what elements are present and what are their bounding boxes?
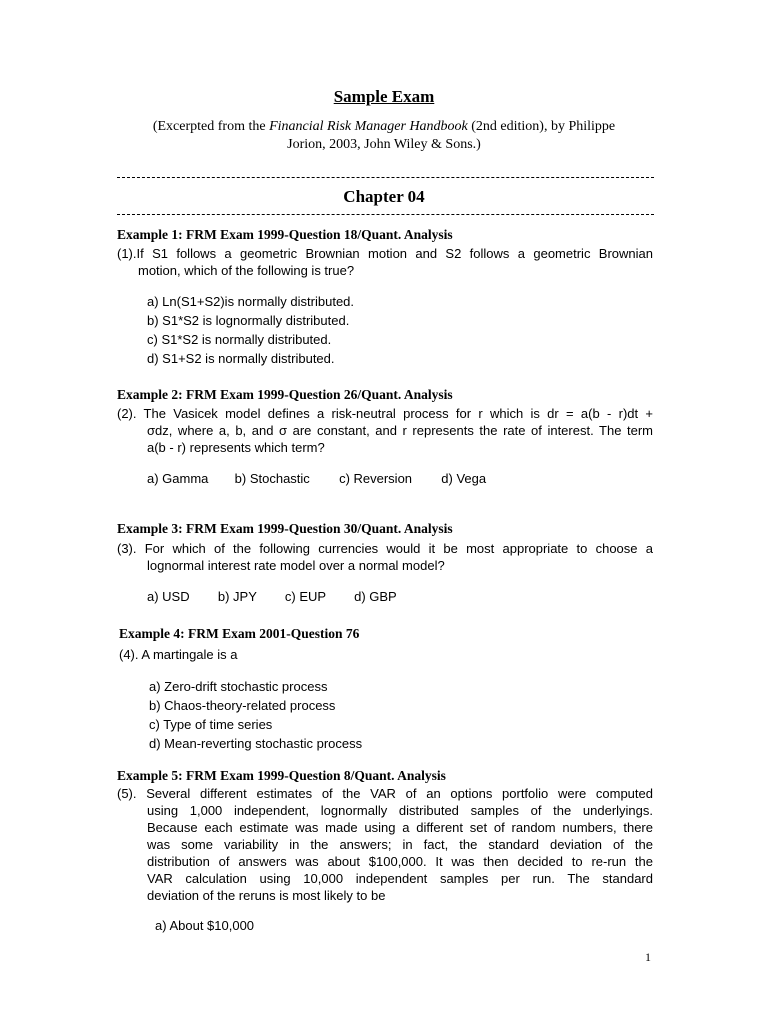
question-line: (2). The Vasicek model defines a risk-neutral process for r which is dr = a(b - r)dt +: [117, 406, 653, 421]
question-line: Because each estimate was made using a different set of random numbers, there: [147, 820, 653, 835]
question-line: a(b - r) represents which term?: [147, 440, 325, 455]
option-list: [149, 677, 362, 753]
question-line: deviation of the reruns is most likely to be: [147, 888, 386, 903]
question-line: distribution of answers was about $100,000. It was then decided to re-run the: [147, 854, 653, 869]
divider-bottom: [117, 214, 654, 215]
answer-option: a) Ln(S1+S2)is normally distributed.: [147, 294, 355, 309]
answer-option: d) Vega: [441, 471, 487, 486]
answer-option: c) Reversion: [339, 471, 413, 486]
example-heading: Example 4: FRM Exam 2001-Question 76: [119, 626, 360, 641]
answer-option: d) S1+S2 is normally distributed.: [147, 351, 335, 366]
answer-option: a) About $10,000: [155, 918, 255, 933]
answer-option: b) Chaos-theory-related process: [149, 698, 336, 713]
source-citation: [110, 118, 658, 154]
question-line: using 1,000 independent, lognormally distributed samples of the underlyings.: [147, 803, 653, 818]
example-heading: Example 2: FRM Exam 1999-Question 26/Quant. Analysis: [117, 387, 453, 402]
example-heading: Example 5: FRM Exam 1999-Question 8/Quant. Analysis: [117, 768, 446, 783]
option-list: [155, 916, 254, 935]
question-line: was some variability in the answers; in fact, the standard deviation of the: [147, 837, 653, 852]
answer-option: a) Zero-drift stochastic process: [149, 679, 328, 694]
answer-option: c) EUP: [284, 589, 326, 604]
answer-option: a) Gamma: [147, 471, 209, 486]
question-line: (5). Several different estimates of the VAR of an options portfolio were computed: [117, 786, 653, 801]
citation-prefix: (Excerpted from the: [152, 119, 270, 134]
page-number: 1: [645, 950, 651, 964]
question-line: lognormal interest rate model over a normal model?: [147, 558, 445, 573]
answer-option: c) Type of time series: [149, 717, 273, 732]
divider-top: [117, 177, 654, 178]
answer-option: b) JPY: [217, 589, 257, 604]
chapter-heading: Chapter 04: [343, 187, 425, 206]
question-line: (4). A martingale is a: [119, 647, 238, 662]
question-line: (1).If S1 follows a geometric Brownian motion and S2 follows a geometric Brownian: [117, 246, 653, 261]
answer-option: a) USD: [147, 589, 190, 604]
answer-option: b) S1*S2 is lognormally distributed.: [147, 313, 350, 328]
question-line: motion, which of the following is true?: [138, 263, 355, 278]
option-list: [147, 292, 354, 368]
answer-option: c) S1*S2 is normally distributed.: [147, 332, 332, 347]
answer-option: d) Mean-reverting stochastic process: [149, 736, 363, 751]
page-title: Sample Exam: [333, 87, 435, 106]
answer-option: d) GBP: [354, 589, 397, 604]
citation-book-title: Financial Risk Manager Handbook: [269, 119, 468, 134]
question-line: σdz, where a, b, and σ are constant, and r represents the rate of interest. The term: [147, 423, 653, 438]
citation-suffix: (2nd edition), by Philippe: [467, 119, 616, 134]
option-list: [147, 587, 397, 606]
question-line: VAR calculation using 10,000 independent samples per run. The standard: [147, 871, 653, 886]
citation-line-2: Jorion, 2003, John Wiley & Sons.): [287, 137, 481, 152]
option-list: [147, 469, 486, 488]
answer-option: b) Stochastic: [234, 471, 310, 486]
question-line: (3). For which of the following currencies would it be most appropriate to choose a: [117, 541, 653, 556]
example-heading: Example 1: FRM Exam 1999-Question 18/Quant. Analysis: [117, 227, 453, 242]
example-heading: Example 3: FRM Exam 1999-Question 30/Quant. Analysis: [117, 521, 453, 536]
